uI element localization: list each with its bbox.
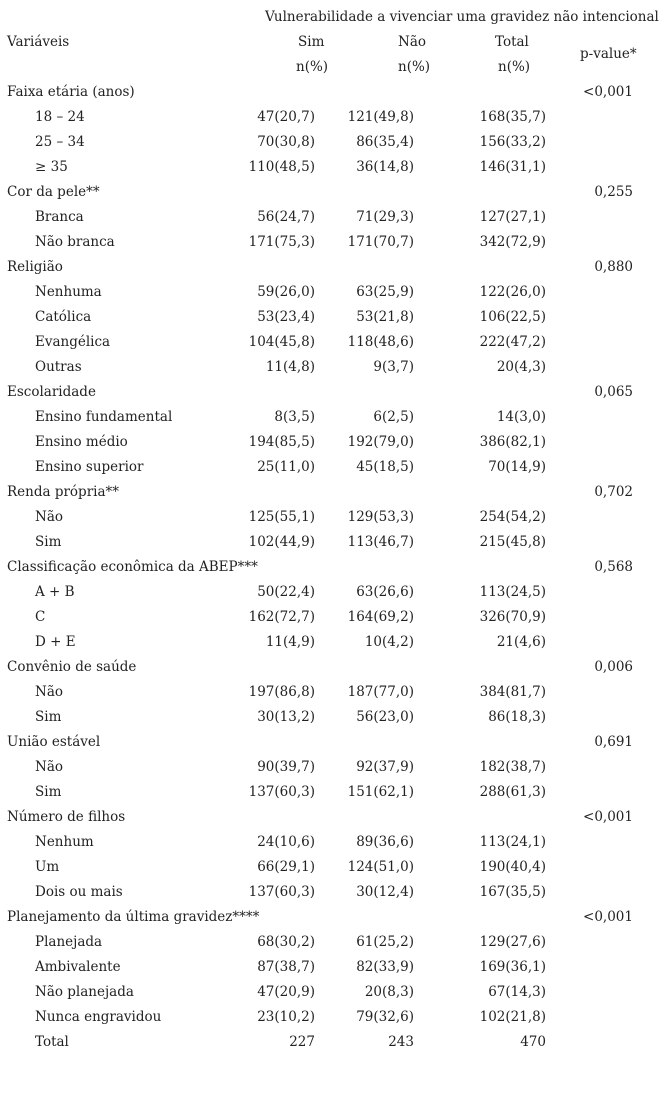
sim-value: 227 [289, 1034, 315, 1050]
total-value: 129(27,6) [479, 934, 546, 950]
table-row [0, 755, 663, 780]
sim-value: 47(20,7) [257, 109, 315, 125]
total-value: 20(4,3) [496, 359, 546, 375]
nao-value: 9(3,7) [373, 359, 414, 375]
nao-value: 171(70,7) [347, 234, 414, 250]
category-label: Escolaridade [7, 384, 96, 400]
row-label: C [35, 609, 46, 625]
row-label: Outras [35, 359, 82, 375]
row-label: Dois ou mais [35, 884, 123, 900]
category-row [0, 80, 663, 105]
row-label: Não [35, 684, 63, 700]
total-value: 169(36,1) [479, 959, 546, 975]
category-label: Cor da pele** [7, 184, 100, 200]
total-value: 113(24,5) [479, 584, 546, 600]
category-label: Renda própria** [7, 484, 120, 500]
nao-value: 45(18,5) [356, 459, 414, 475]
p-value: 0,691 [594, 734, 633, 750]
table-row [0, 1005, 663, 1030]
sim-value: 68(30,2) [257, 934, 315, 950]
total-value: 122(26,0) [479, 284, 546, 300]
nao-value: 6(2,5) [373, 409, 414, 425]
total-value: 326(70,9) [479, 609, 546, 625]
sim-value: 171(75,3) [248, 234, 315, 250]
row-label: Não branca [35, 234, 115, 250]
row-label: Nenhum [35, 834, 94, 850]
table-row [0, 1030, 663, 1055]
data-table [0, 80, 663, 1055]
row-label: A + B [35, 584, 75, 600]
sim-value: 59(26,0) [257, 284, 315, 300]
sim-value: 56(24,7) [257, 209, 315, 225]
nao-value: 124(51,0) [347, 859, 414, 875]
row-label: Nunca engravidou [35, 1009, 162, 1025]
total-value: 254(54,2) [479, 509, 546, 525]
sim-value: 87(38,7) [257, 959, 315, 975]
nao-value: 164(69,2) [347, 609, 414, 625]
sim-value: 162(72,7) [248, 609, 315, 625]
total-value: 167(35,5) [479, 884, 546, 900]
nao-value: 36(14,8) [356, 159, 414, 175]
row-label: Ensino superior [35, 459, 144, 475]
category-row [0, 255, 663, 280]
category-label: Número de filhos [7, 809, 126, 825]
p-value: 0,006 [594, 659, 633, 675]
total-value: 215(45,8) [479, 534, 546, 550]
nao-value: 151(62,1) [347, 784, 414, 800]
total-value: 86(18,3) [488, 709, 546, 725]
table-row [0, 680, 663, 705]
category-row [0, 180, 663, 205]
table-row [0, 705, 663, 730]
table-row [0, 330, 663, 355]
sim-value: 50(22,4) [257, 584, 315, 600]
table-row [0, 930, 663, 955]
nao-value: 187(77,0) [347, 684, 414, 700]
sim-value: 25(11,0) [257, 459, 315, 475]
category-label: Faixa etária (anos) [7, 84, 135, 100]
nao-value: 30(12,4) [356, 884, 414, 900]
category-row [0, 730, 663, 755]
p-value: 0,568 [594, 559, 633, 575]
sim-value: 110(48,5) [248, 159, 315, 175]
nao-value: 129(53,3) [347, 509, 414, 525]
table-row [0, 205, 663, 230]
table-row [0, 355, 663, 380]
total-value: 190(40,4) [479, 859, 546, 875]
total-value: 156(33,2) [479, 134, 546, 150]
total-header: Total [495, 34, 529, 50]
category-row [0, 655, 663, 680]
row-label: Evangélica [35, 334, 111, 350]
table-row [0, 105, 663, 130]
p-value-header: p-value* [580, 46, 637, 62]
row-label: 18 – 24 [35, 109, 85, 125]
sim-value: 47(20,9) [257, 984, 315, 1000]
p-value: 0,255 [594, 184, 633, 200]
nao-value: 10(4,2) [364, 634, 414, 650]
nao-value: 243 [388, 1034, 414, 1050]
total-value: 14(3,0) [496, 409, 546, 425]
category-row [0, 380, 663, 405]
nao-value: 192(79,0) [347, 434, 414, 450]
sim-value: 104(45,8) [248, 334, 315, 350]
nao-unit: n(%) [398, 59, 431, 75]
total-value: 102(21,8) [479, 1009, 546, 1025]
sim-value: 197(86,8) [248, 684, 315, 700]
p-value: <0,001 [583, 84, 633, 100]
total-value: 146(31,1) [479, 159, 546, 175]
category-row [0, 555, 663, 580]
table-row [0, 880, 663, 905]
row-label: Ensino médio [35, 434, 128, 450]
nao-value: 53(21,8) [356, 309, 414, 325]
table-row [0, 155, 663, 180]
sim-value: 125(55,1) [248, 509, 315, 525]
table-row [0, 230, 663, 255]
row-label: Sim [35, 709, 62, 725]
sim-value: 23(10,2) [257, 1009, 315, 1025]
row-label: Sim [35, 534, 62, 550]
p-value: 0,702 [594, 484, 633, 500]
nao-value: 61(25,2) [356, 934, 414, 950]
nao-value: 92(37,9) [356, 759, 414, 775]
total-value: 342(72,9) [479, 234, 546, 250]
table-row [0, 280, 663, 305]
nao-value: 82(33,9) [356, 959, 414, 975]
row-label: Branca [35, 209, 84, 225]
nao-value: 86(35,4) [356, 134, 414, 150]
table-row [0, 955, 663, 980]
p-value: <0,001 [583, 809, 633, 825]
category-label: Classificação econômica da ABEP*** [7, 559, 258, 575]
category-label: União estável [7, 734, 101, 750]
total-value: 113(24,1) [479, 834, 546, 850]
sim-value: 137(60,3) [248, 784, 315, 800]
table-row [0, 505, 663, 530]
category-label: Convênio de saúde [7, 659, 137, 675]
nao-value: 89(36,6) [356, 834, 414, 850]
row-label: Total [35, 1034, 69, 1050]
row-label: Não [35, 509, 63, 525]
sim-value: 11(4,8) [265, 359, 315, 375]
sim-header: Sim [298, 34, 325, 50]
category-label: Religião [7, 259, 63, 275]
sim-value: 11(4,9) [265, 634, 315, 650]
nao-value: 20(8,3) [364, 984, 414, 1000]
group-title: Vulnerabilidade a vivenciar uma gravidez não intencional [265, 9, 659, 25]
total-value: 127(27,1) [479, 209, 546, 225]
table-row [0, 405, 663, 430]
sim-value: 137(60,3) [248, 884, 315, 900]
table-row [0, 430, 663, 455]
nao-value: 118(48,6) [347, 334, 414, 350]
sim-value: 70(30,8) [257, 134, 315, 150]
nao-value: 121(49,8) [347, 109, 414, 125]
total-value: 384(81,7) [479, 684, 546, 700]
total-value: 288(61,3) [479, 784, 546, 800]
row-label: D + E [35, 634, 76, 650]
sim-value: 24(10,6) [257, 834, 315, 850]
category-row [0, 905, 663, 930]
sim-value: 8(3,5) [274, 409, 315, 425]
variables-header: Variáveis [7, 34, 70, 50]
table-row [0, 605, 663, 630]
sim-value: 53(23,4) [257, 309, 315, 325]
total-value: 21(4,6) [496, 634, 546, 650]
row-label: 25 – 34 [35, 134, 85, 150]
sim-unit: n(%) [296, 59, 329, 75]
table-row [0, 780, 663, 805]
table-row [0, 130, 663, 155]
table-row [0, 305, 663, 330]
total-value: 106(22,5) [479, 309, 546, 325]
total-value: 470 [520, 1034, 546, 1050]
table-row [0, 630, 663, 655]
nao-value: 63(25,9) [356, 284, 414, 300]
table-row [0, 580, 663, 605]
category-row [0, 805, 663, 830]
row-label: Não planejada [35, 984, 134, 1000]
row-label: Um [35, 859, 60, 875]
row-label: ≥ 35 [35, 159, 68, 175]
sim-value: 102(44,9) [248, 534, 315, 550]
nao-header: Não [398, 34, 426, 50]
nao-value: 79(32,6) [356, 1009, 414, 1025]
table-row [0, 980, 663, 1005]
nao-value: 63(26,6) [356, 584, 414, 600]
nao-value: 71(29,3) [356, 209, 414, 225]
row-label: Católica [35, 309, 92, 325]
total-value: 182(38,7) [479, 759, 546, 775]
nao-value: 113(46,7) [347, 534, 414, 550]
nao-value: 56(23,0) [356, 709, 414, 725]
table-row [0, 855, 663, 880]
p-value: 0,065 [594, 384, 633, 400]
total-value: 168(35,7) [479, 109, 546, 125]
p-value: 0,880 [594, 259, 633, 275]
total-value: 67(14,3) [488, 984, 546, 1000]
row-label: Sim [35, 784, 62, 800]
total-value: 222(47,2) [479, 334, 546, 350]
row-label: Nenhuma [35, 284, 102, 300]
total-value: 70(14,9) [488, 459, 546, 475]
row-label: Planejada [35, 934, 103, 950]
sim-value: 194(85,5) [248, 434, 315, 450]
table-row [0, 455, 663, 480]
row-label: Não [35, 759, 63, 775]
sim-value: 66(29,1) [257, 859, 315, 875]
sim-value: 30(13,2) [257, 709, 315, 725]
total-value: 386(82,1) [479, 434, 546, 450]
table-row [0, 530, 663, 555]
p-value: <0,001 [583, 909, 633, 925]
category-row [0, 480, 663, 505]
row-label: Ambivalente [35, 959, 121, 975]
table-row [0, 830, 663, 855]
category-label: Planejamento da última gravidez**** [7, 909, 260, 925]
row-label: Ensino fundamental [35, 409, 173, 425]
sim-value: 90(39,7) [257, 759, 315, 775]
total-unit: n(%) [498, 59, 531, 75]
